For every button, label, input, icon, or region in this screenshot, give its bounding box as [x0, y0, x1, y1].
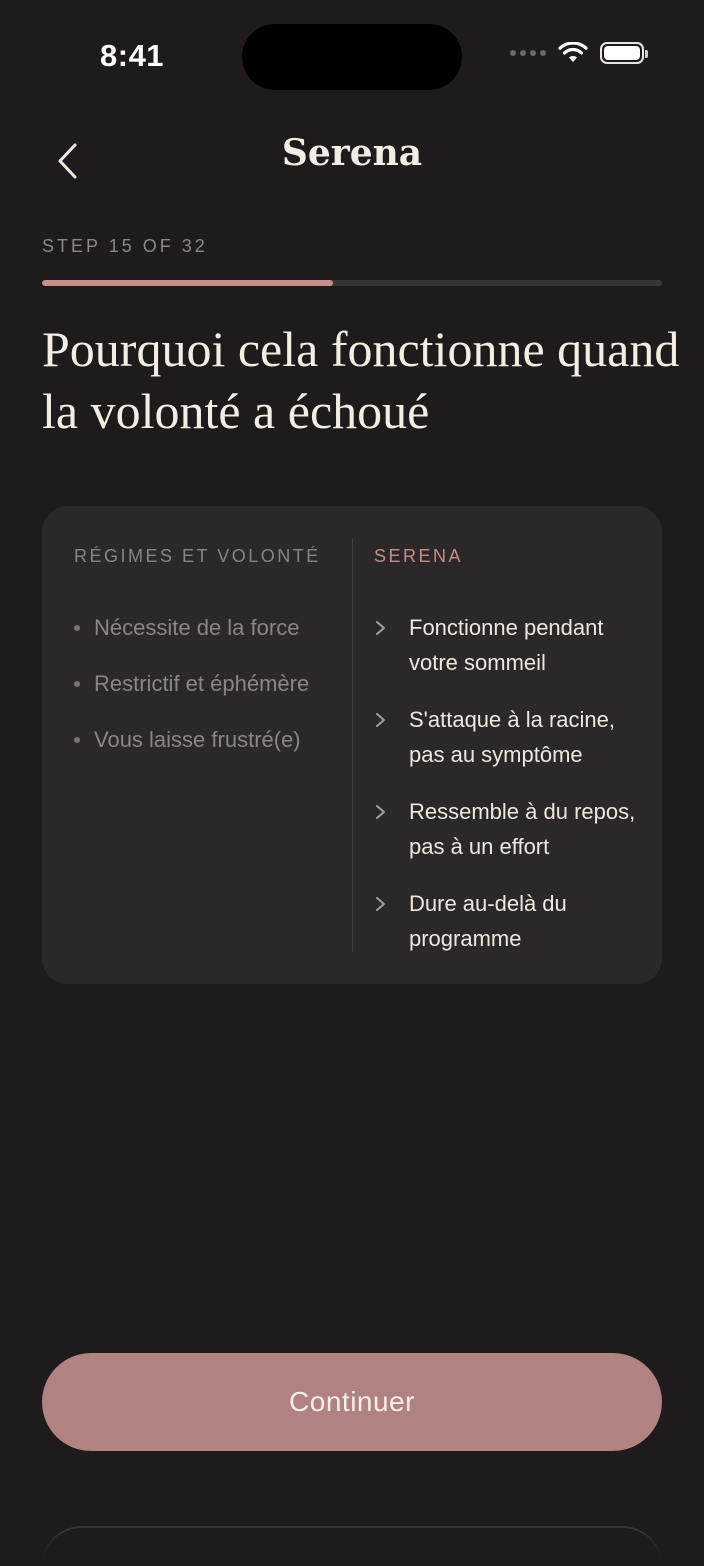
wifi-icon	[558, 42, 588, 64]
left-list-item-text: Nécessite de la force	[94, 615, 300, 640]
right-list-item	[374, 886, 654, 956]
step-label: STEP 15 OF 32	[42, 236, 208, 256]
right-list-item-text: Fonctionne pendant votre sommeil	[409, 615, 604, 675]
left-list	[74, 610, 344, 757]
comparison-right-column	[374, 546, 654, 978]
bullet-icon	[74, 625, 80, 631]
left-list-item-text: Vous laisse frustré(e)	[94, 727, 301, 752]
right-list-item-text: S'attaque à la racine, pas au symptôme	[409, 707, 616, 767]
chevron-right-icon	[374, 712, 388, 728]
status-time: 8:41	[100, 38, 165, 73]
page-title: Pourquoi cela fonctionne quand la volonté a échoué	[42, 321, 680, 439]
comparison-left-column	[74, 546, 344, 778]
app-title: Serena	[281, 132, 423, 174]
nav-header	[0, 120, 704, 200]
right-list-item-text: Ressemble à du repos, pas à un effort	[409, 799, 636, 859]
signal-dots-icon	[510, 50, 546, 56]
chevron-right-icon	[374, 620, 388, 636]
bullet-icon	[74, 737, 80, 743]
column-divider	[352, 538, 353, 952]
right-list-item	[374, 610, 654, 680]
bullet-icon	[74, 681, 80, 687]
chevron-right-icon	[374, 804, 388, 820]
progress-fill	[42, 280, 333, 286]
right-list-item	[374, 794, 654, 864]
right-list	[374, 610, 654, 956]
status-icons	[510, 42, 644, 64]
comparison-card	[42, 506, 662, 984]
continue-button[interactable]: Continuer	[42, 1353, 662, 1451]
left-list-item	[74, 722, 344, 757]
battery-icon	[600, 42, 644, 64]
right-list-item	[374, 702, 654, 772]
dynamic-island	[242, 24, 462, 90]
status-bar	[0, 0, 704, 110]
left-list-item	[74, 666, 344, 701]
chevron-right-icon	[374, 896, 388, 912]
left-list-item	[74, 610, 344, 645]
left-list-item-text: Restrictif et éphémère	[94, 671, 310, 696]
left-column-heading: RÉGIMES ET VOLONTÉ	[74, 546, 321, 566]
bottom-sheet-edge	[42, 1526, 662, 1566]
right-list-item-text: Dure au-delà du programme	[409, 891, 567, 951]
progress-bar	[42, 280, 662, 286]
right-column-heading: SERENA	[374, 546, 464, 566]
